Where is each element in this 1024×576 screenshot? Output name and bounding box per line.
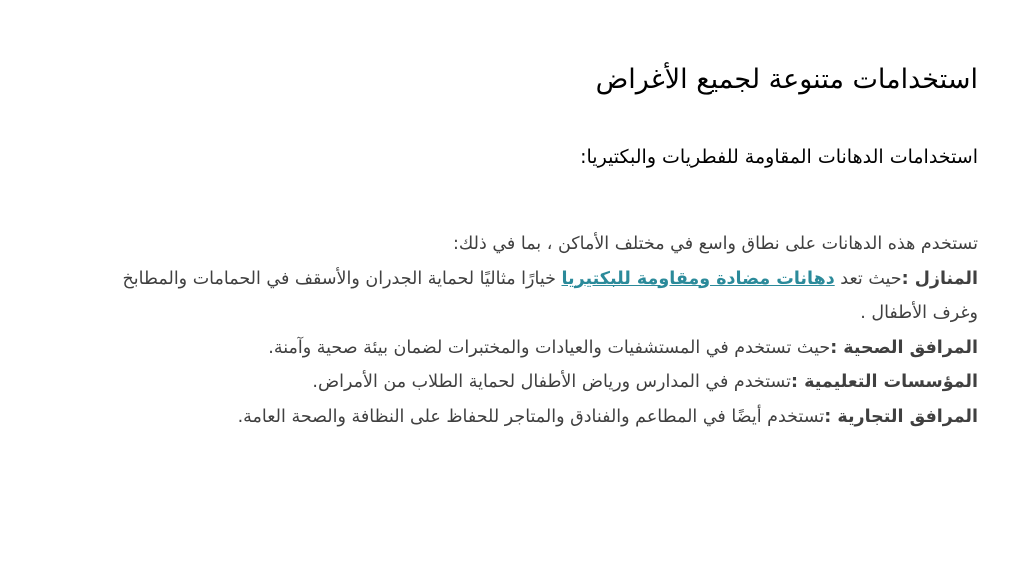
item-label-homes: المنازل : bbox=[901, 268, 978, 289]
intro-paragraph: تستخدم هذه الدهانات على نطاق واسع في مختلف الأماكن ، بما في ذلك: bbox=[453, 234, 978, 254]
item-text-homes-before: حيث تعد bbox=[834, 268, 902, 289]
slide-body bbox=[108, 227, 978, 434]
list-item-commercial-facilities bbox=[108, 400, 978, 435]
item-text-commercial: تستخدم أيضًا في المطاعم والفنادق والمتاجر للحفاظ على النظافة والصحة العامة. bbox=[237, 406, 825, 427]
list-item-homes bbox=[108, 262, 978, 331]
item-text-health: حيث تستخدم في المستشفيات والعيادات والمختبرات لضمان بيئة صحية وآمنة. bbox=[268, 337, 831, 358]
list-item-health-facilities bbox=[108, 331, 978, 366]
antibacterial-paints-link[interactable]: دهانات مضادة ومقاومة للبكتيريا bbox=[561, 268, 835, 289]
item-label-health: المرافق الصحية : bbox=[830, 337, 978, 358]
item-label-education: المؤسسات التعليمية : bbox=[791, 372, 978, 392]
item-label-commercial: المرافق التجارية : bbox=[824, 406, 978, 427]
slide-title: استخدامات متنوعة لجميع الأغراض bbox=[595, 64, 978, 95]
slide-subtitle: استخدامات الدهانات المقاومة للفطريات والبكتيريا: bbox=[580, 146, 978, 168]
item-text-education: تستخدم في المدارس ورياض الأطفال لحماية الطلاب من الأمراض. bbox=[312, 372, 791, 392]
item-text-homes-after: خيارًا مثاليًا لحماية الجدران والأسقف في الحمامات والمطابخ وغرف الأطفال . bbox=[122, 268, 978, 323]
list-item-educational-institutions bbox=[108, 365, 978, 400]
